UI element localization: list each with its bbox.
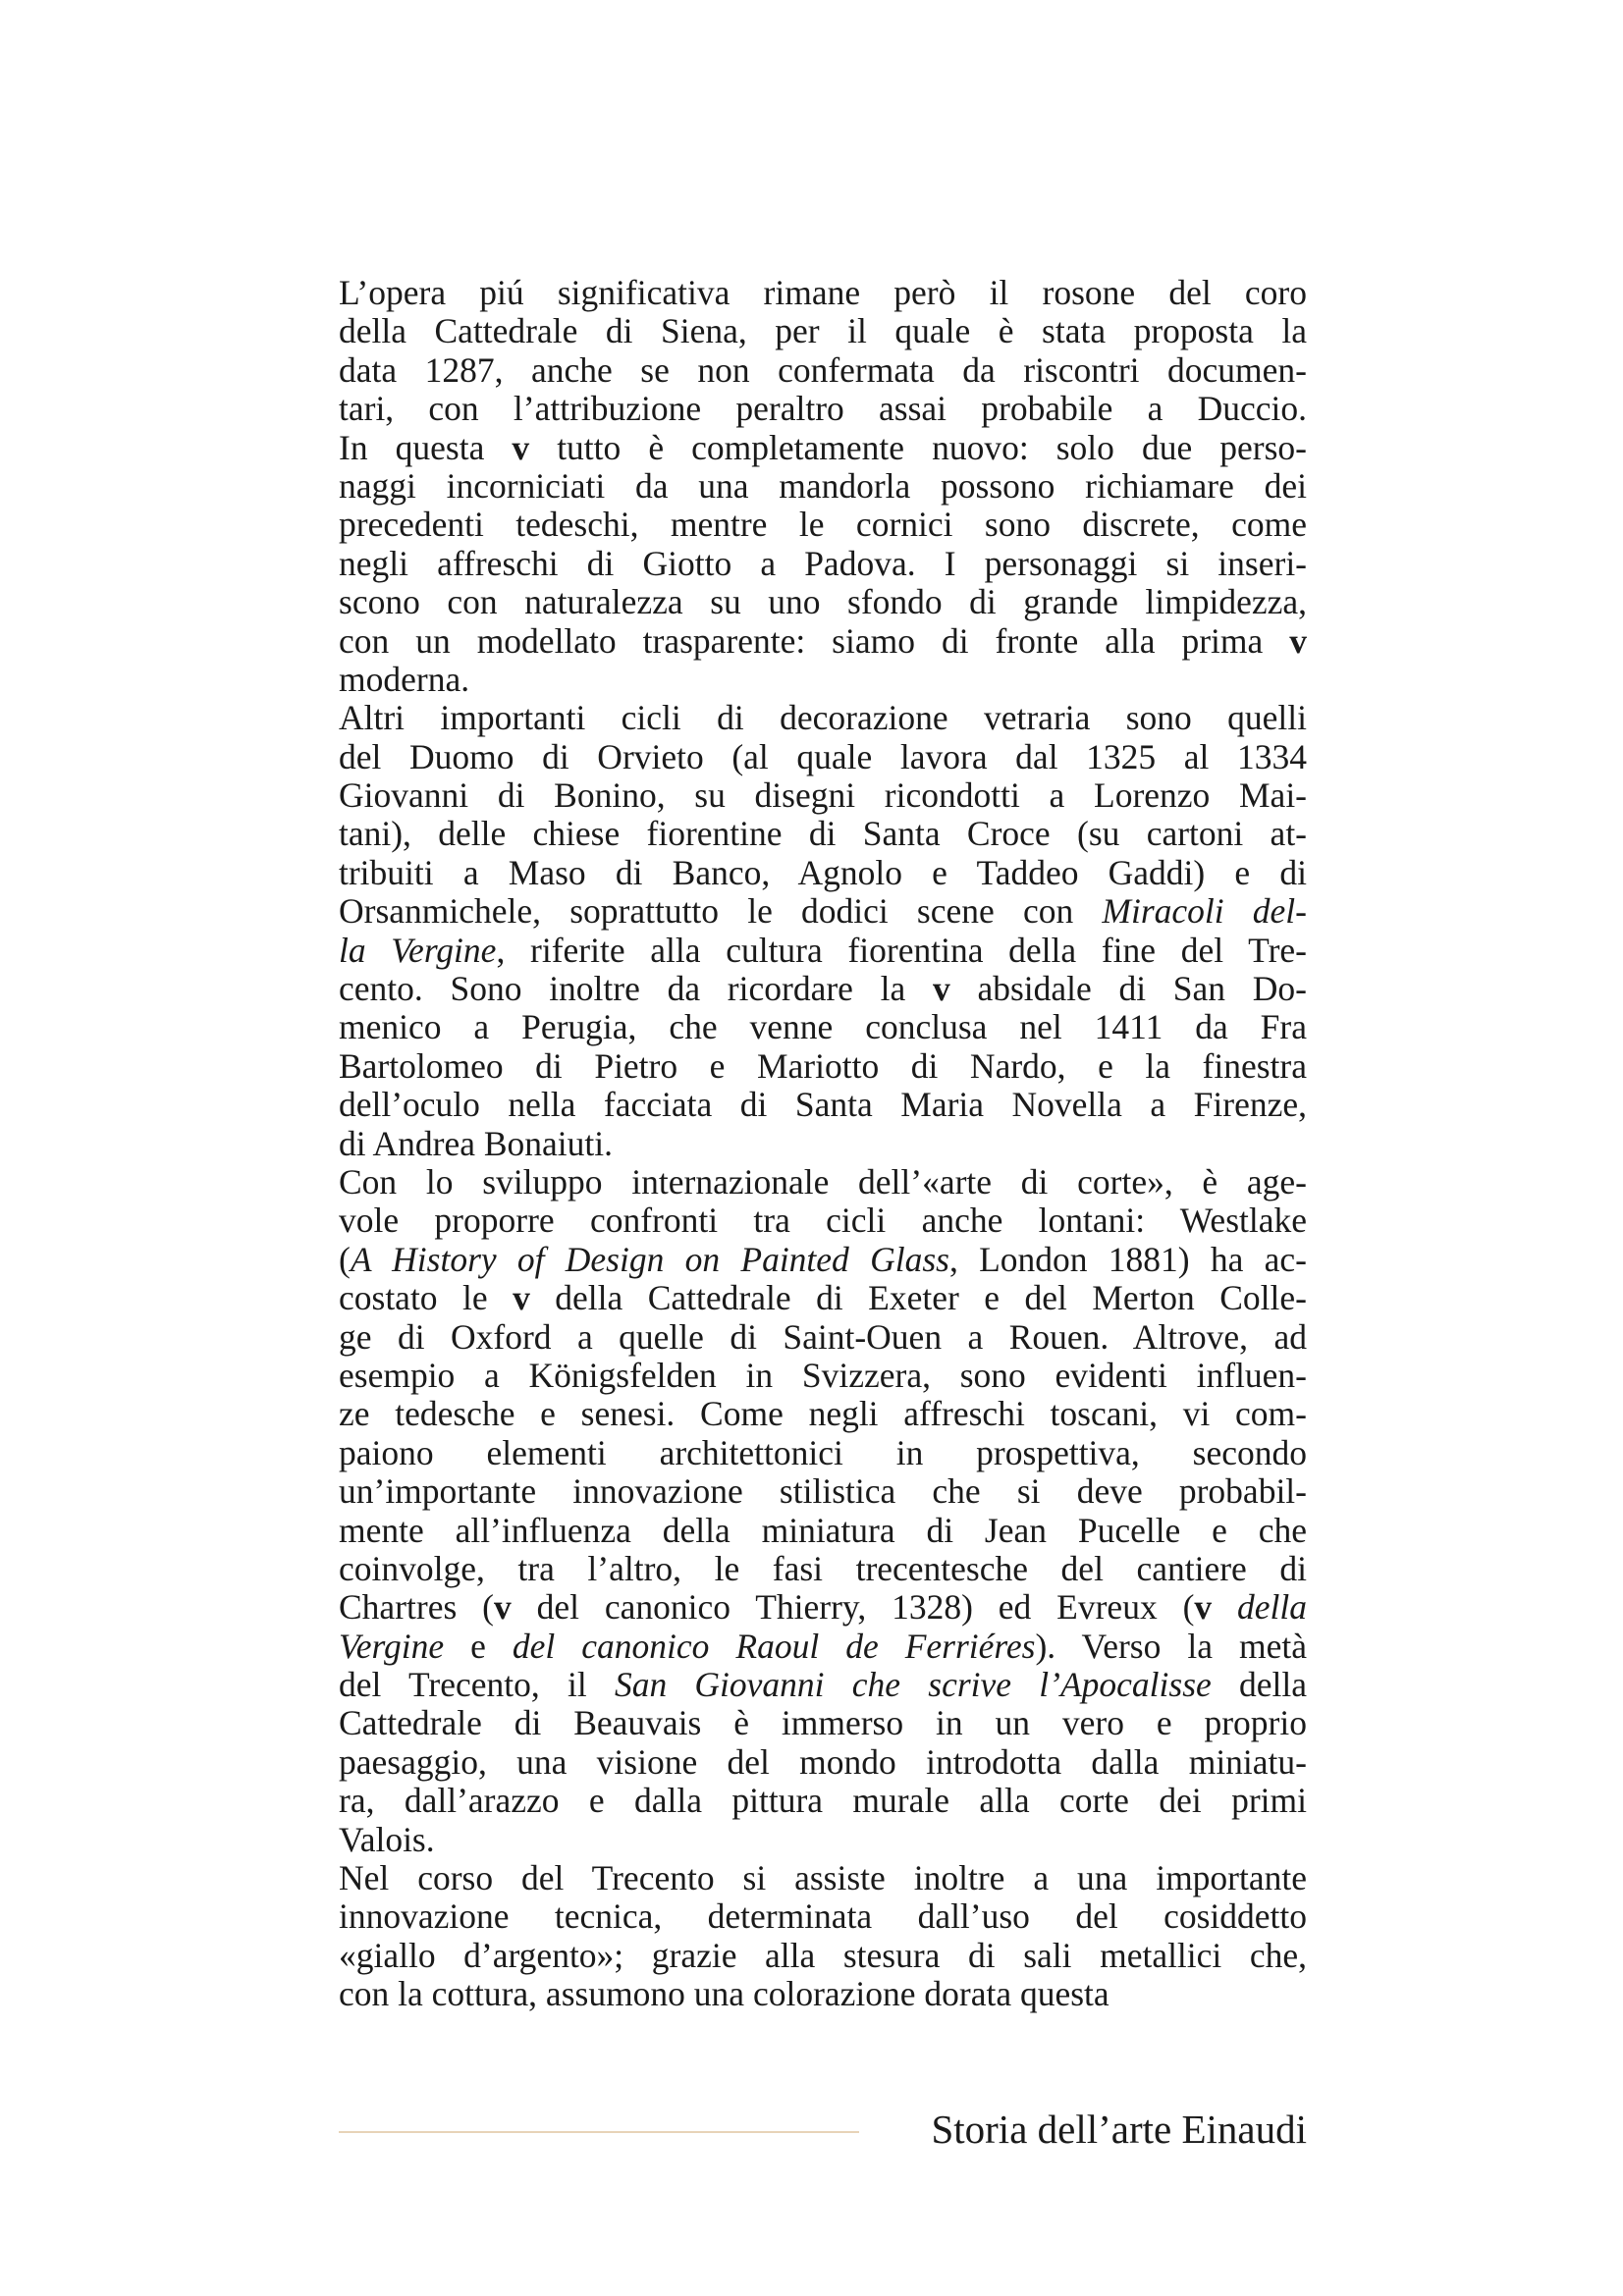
text-line: tribuiti a Maso di Banco, Agnolo e Taddeo Gaddi) e di: [339, 853, 1307, 892]
italic-text: San Giovanni che scrive l’Apocalisse: [614, 1666, 1212, 1705]
text-line: vole proporre confronti tra cicli anche lontani: Westlake: [339, 1201, 1307, 1241]
text-line: menico a Perugia, che venne conclusa nel 1411 da Fra: [339, 1008, 1307, 1047]
text-line: della Cattedrale di Siena, per il quale è stata proposta la: [339, 312, 1307, 351]
text-line: coinvolge, tra l’altro, le fasi trecentesche del cantiere di: [339, 1549, 1307, 1588]
italic-text: della: [1237, 1588, 1307, 1628]
footer-title: Storia dell’arte Einaudi: [931, 2107, 1307, 2152]
text-line: Nel corso del Trecento si assiste inoltre a una importante: [339, 1859, 1307, 1898]
bold-abbreviation: v: [932, 970, 950, 1009]
text-line: negli affreschi di Giotto a Padova. I personaggi si inseri-: [339, 544, 1307, 583]
bold-abbreviation: v: [493, 1588, 512, 1628]
text-line: Con lo sviluppo internazionale dell’«arte di corte», è age-: [339, 1162, 1307, 1201]
text-line: ze tedesche e senesi. Come negli affreschi toscani, vi com-: [339, 1395, 1307, 1434]
text-line: data 1287, anche se non confermata da riscontri documen-: [339, 350, 1307, 390]
italic-text: Vergine: [339, 1627, 445, 1666]
text-line: Chartres (v del canonico Thierry, 1328) ed Evreux (v della: [339, 1588, 1307, 1628]
text-line: Orsanmichele, soprattutto le dodici scene con Miracoli del-: [339, 892, 1307, 932]
paragraph: [339, 274, 1307, 699]
italic-text: la Vergine: [339, 931, 497, 970]
body-text: [339, 274, 1307, 2014]
text-line: moderna.: [339, 660, 470, 699]
text-line: mente all’influenza della miniatura di Jean Pucelle e che: [339, 1511, 1307, 1550]
italic-text: Miracoli del-: [1102, 892, 1307, 932]
text-line: scono con naturalezza su uno sfondo di grande limpidezza,: [339, 583, 1307, 622]
text-line: «giallo d’argento»; grazie alla stesura di sali metallici che,: [339, 1936, 1307, 1975]
italic-text: A History of Design on Painted Glass: [350, 1240, 949, 1279]
paragraph: [339, 1859, 1307, 2014]
text-line: costato le v della Cattedrale di Exeter e del Merton Colle-: [339, 1279, 1307, 1318]
text-line: Bartolomeo di Pietro e Mariotto di Nardo, e la finestra: [339, 1046, 1307, 1086]
text-line: tani), delle chiese fiorentine di Santa Croce (su cartoni at-: [339, 815, 1307, 854]
text-line: dell’oculo nella facciata di Santa Maria Novella a Firenze,: [339, 1086, 1307, 1125]
text-line: cento. Sono inoltre da ricordare la v absidale di San Do-: [339, 970, 1307, 1009]
text-line: la Vergine, riferite alla cultura fiorentina della fine del Tre-: [339, 931, 1307, 970]
bold-abbreviation: v: [513, 1279, 530, 1318]
text-line: di Andrea Bonaiuti.: [339, 1124, 614, 1163]
bold-abbreviation: v: [1289, 621, 1307, 661]
bold-abbreviation: v: [1194, 1588, 1213, 1628]
text-line: (A History of Design on Painted Glass, London 1881) ha ac-: [339, 1240, 1307, 1279]
text-line: del Trecento, il San Giovanni che scrive l’Apocalisse della: [339, 1666, 1307, 1705]
text-line: Altri importanti cicli di decorazione vetraria sono quelli: [339, 699, 1307, 738]
bold-abbreviation: v: [512, 428, 530, 467]
text-line: Cattedrale di Beauvais è immerso in un vero e proprio: [339, 1704, 1307, 1743]
text-line: L’opera piú significativa rimane però il rosone del coro: [339, 274, 1307, 312]
paragraph: [339, 699, 1307, 1163]
text-line: innovazione tecnica, determinata dall’uso del cosiddetto: [339, 1897, 1307, 1937]
text-line: esempio a Königsfelden in Svizzera, sono evidenti influen-: [339, 1356, 1307, 1395]
text-line: ge di Oxford a quelle di Saint-Ouen a Rouen. Altrove, ad: [339, 1317, 1307, 1357]
text-line: un’importante innovazione stilistica che si deve probabil-: [339, 1472, 1307, 1512]
text-line: Valois.: [339, 1820, 435, 1859]
text-line: Vergine e del canonico Raoul de Ferriéres). Verso la metà: [339, 1627, 1307, 1666]
text-line: con un modellato trasparente: siamo di fronte alla prima v: [339, 621, 1307, 661]
text-line: tari, con l’attribuzione peraltro assai probabile a Duccio.: [339, 390, 1307, 429]
page-footer: [339, 2100, 1307, 2159]
italic-text: del canonico Raoul de Ferriéres: [512, 1627, 1036, 1666]
text-line: precedenti tedeschi, mentre le cornici sono discrete, come: [339, 506, 1307, 545]
text-line: paiono elementi architettonici in prospettiva, secondo: [339, 1433, 1307, 1472]
text-line: In questa v tutto è completamente nuovo: solo due perso-: [339, 428, 1307, 467]
text-line: ra, dall’arazzo e dalla pittura murale alla corte dei primi: [339, 1782, 1307, 1821]
footer-rule: [339, 2131, 859, 2133]
text-line: paesaggio, una visione del mondo introdotta dalla miniatu-: [339, 1742, 1307, 1782]
text-line: del Duomo di Orvieto (al quale lavora dal 1325 al 1334: [339, 737, 1307, 776]
paragraph: [339, 1163, 1307, 1859]
text-line: Giovanni di Bonino, su disegni ricondotti a Lorenzo Mai-: [339, 776, 1307, 816]
text-line: naggi incorniciati da una mandorla possono richiamare dei: [339, 466, 1307, 506]
text-line: con la cottura, assumono una colorazione dorata questa: [339, 1975, 1109, 2014]
